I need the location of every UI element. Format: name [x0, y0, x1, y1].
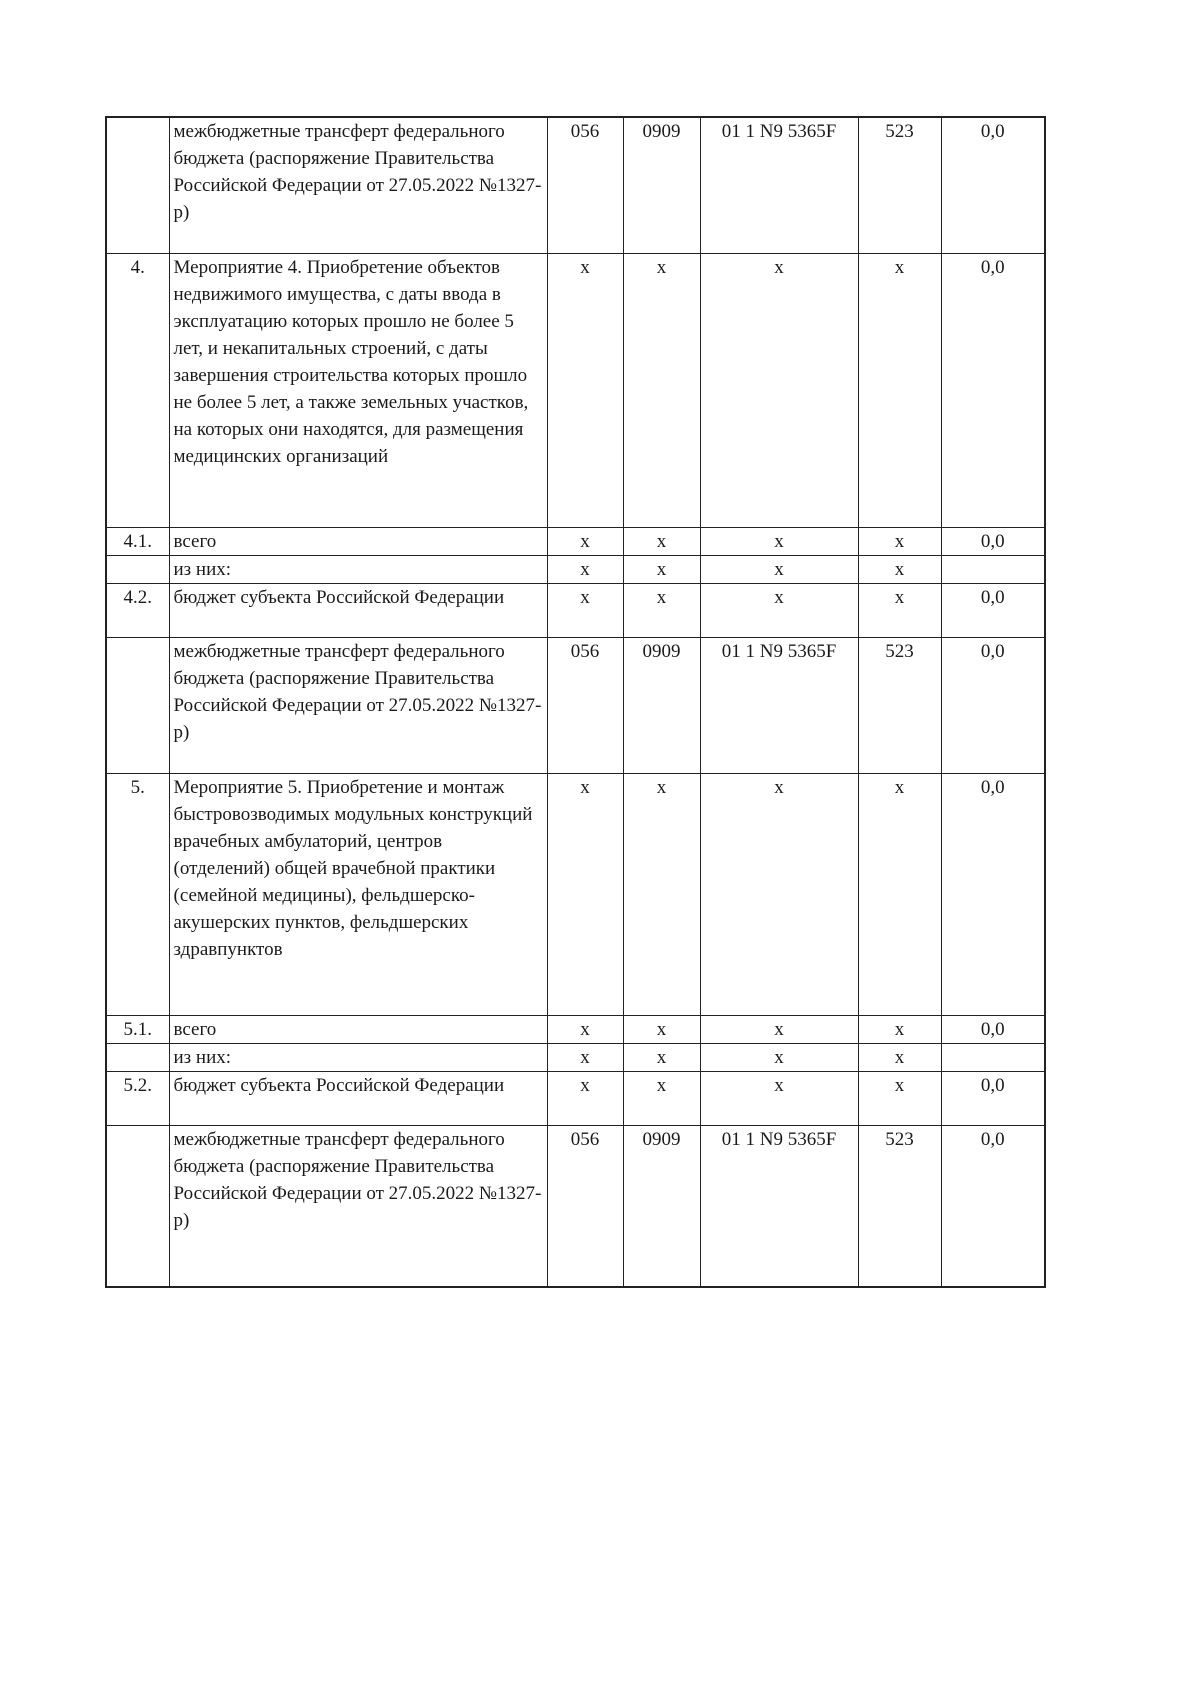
row-number: 5. — [106, 773, 169, 1015]
row-number — [106, 637, 169, 773]
amount: 0,0 — [941, 637, 1045, 773]
expense-type-code: х — [858, 773, 941, 1015]
table-row — [106, 117, 1045, 253]
amount: 0,0 — [941, 117, 1045, 253]
row-name: всего — [169, 527, 547, 555]
amount — [941, 1043, 1045, 1071]
amount: 0,0 — [941, 583, 1045, 637]
grbs-code: х — [547, 527, 623, 555]
amount — [941, 555, 1045, 583]
row-number: 4.2. — [106, 583, 169, 637]
row-name: межбюджетные трансферт федерального бюджета (распоряжение Правительства Российской Федерации от 27.05.2022 №1327-р) — [169, 117, 547, 253]
expense-type-code: х — [858, 555, 941, 583]
section-code: х — [623, 773, 700, 1015]
row-number: 4. — [106, 253, 169, 527]
row-number — [106, 555, 169, 583]
target-article-code: х — [700, 1015, 858, 1043]
table-row — [106, 253, 1045, 527]
table-row — [106, 583, 1045, 637]
table-row — [106, 637, 1045, 773]
section-code: х — [623, 1043, 700, 1071]
section-code: х — [623, 1015, 700, 1043]
amount: 0,0 — [941, 527, 1045, 555]
amount: 0,0 — [941, 253, 1045, 527]
target-article-code: 01 1 N9 5365F — [700, 637, 858, 773]
table-row — [106, 1125, 1045, 1287]
budget-table — [105, 116, 1046, 1288]
section-code: х — [623, 253, 700, 527]
grbs-code: х — [547, 555, 623, 583]
grbs-code: х — [547, 583, 623, 637]
section-code: х — [623, 555, 700, 583]
expense-type-code: 523 — [858, 637, 941, 773]
row-number: 4.1. — [106, 527, 169, 555]
row-name: всего — [169, 1015, 547, 1043]
table-row — [106, 555, 1045, 583]
target-article-code: х — [700, 253, 858, 527]
section-code: 0909 — [623, 1125, 700, 1287]
expense-type-code: х — [858, 583, 941, 637]
target-article-code: х — [700, 527, 858, 555]
row-name: бюджет субъекта Российской Федерации — [169, 583, 547, 637]
grbs-code: х — [547, 253, 623, 527]
grbs-code: х — [547, 1015, 623, 1043]
target-article-code: х — [700, 583, 858, 637]
row-name: межбюджетные трансферт федерального бюджета (распоряжение Правительства Российской Федерации от 27.05.2022 №1327-р) — [169, 1125, 547, 1287]
table-row — [106, 1043, 1045, 1071]
section-code: х — [623, 583, 700, 637]
amount: 0,0 — [941, 1125, 1045, 1287]
target-article-code: 01 1 N9 5365F — [700, 117, 858, 253]
row-name: из них: — [169, 1043, 547, 1071]
table-row — [106, 1071, 1045, 1125]
row-number: 5.1. — [106, 1015, 169, 1043]
target-article-code: 01 1 N9 5365F — [700, 1125, 858, 1287]
row-name: из них: — [169, 555, 547, 583]
grbs-code: 056 — [547, 117, 623, 253]
row-name: бюджет субъекта Российской Федерации — [169, 1071, 547, 1125]
grbs-code: 056 — [547, 637, 623, 773]
grbs-code: х — [547, 1043, 623, 1071]
row-name: межбюджетные трансферт федерального бюджета (распоряжение Правительства Российской Федерации от 27.05.2022 №1327-р) — [169, 637, 547, 773]
grbs-code: х — [547, 773, 623, 1015]
row-number: 5.2. — [106, 1071, 169, 1125]
amount: 0,0 — [941, 773, 1045, 1015]
grbs-code: 056 — [547, 1125, 623, 1287]
section-code: 0909 — [623, 637, 700, 773]
expense-type-code: х — [858, 1043, 941, 1071]
expense-type-code: 523 — [858, 117, 941, 253]
expense-type-code: 523 — [858, 1125, 941, 1287]
table-row — [106, 1015, 1045, 1043]
expense-type-code: х — [858, 527, 941, 555]
grbs-code: х — [547, 1071, 623, 1125]
section-code: 0909 — [623, 117, 700, 253]
section-code: х — [623, 527, 700, 555]
target-article-code: х — [700, 555, 858, 583]
expense-type-code: х — [858, 1015, 941, 1043]
section-code: х — [623, 1071, 700, 1125]
table-row — [106, 773, 1045, 1015]
amount: 0,0 — [941, 1071, 1045, 1125]
amount: 0,0 — [941, 1015, 1045, 1043]
row-number — [106, 1125, 169, 1287]
expense-type-code: х — [858, 253, 941, 527]
row-number — [106, 1043, 169, 1071]
row-name: Мероприятие 4. Приобретение объектов недвижимого имущества, с даты ввода в эксплуатацию которых прошло не более 5 лет, и некапитальных строений, с даты завершения строительства которых прошло не более 5 лет, а также земельных участков, на которых они находятся, для размещения медицинских организаций — [169, 253, 547, 527]
target-article-code: х — [700, 1043, 858, 1071]
target-article-code: х — [700, 1071, 858, 1125]
expense-type-code: х — [858, 1071, 941, 1125]
table-body — [106, 117, 1045, 1287]
table-row — [106, 527, 1045, 555]
row-number — [106, 117, 169, 253]
target-article-code: х — [700, 773, 858, 1015]
row-name: Мероприятие 5. Приобретение и монтаж быстровозводимых модульных конструкций врачебных амбулаторий, центров (отделений) общей врачебной практики (семейной медицины), фельдшерско-акушерских пунктов, фельдшерских здравпунктов — [169, 773, 547, 1015]
